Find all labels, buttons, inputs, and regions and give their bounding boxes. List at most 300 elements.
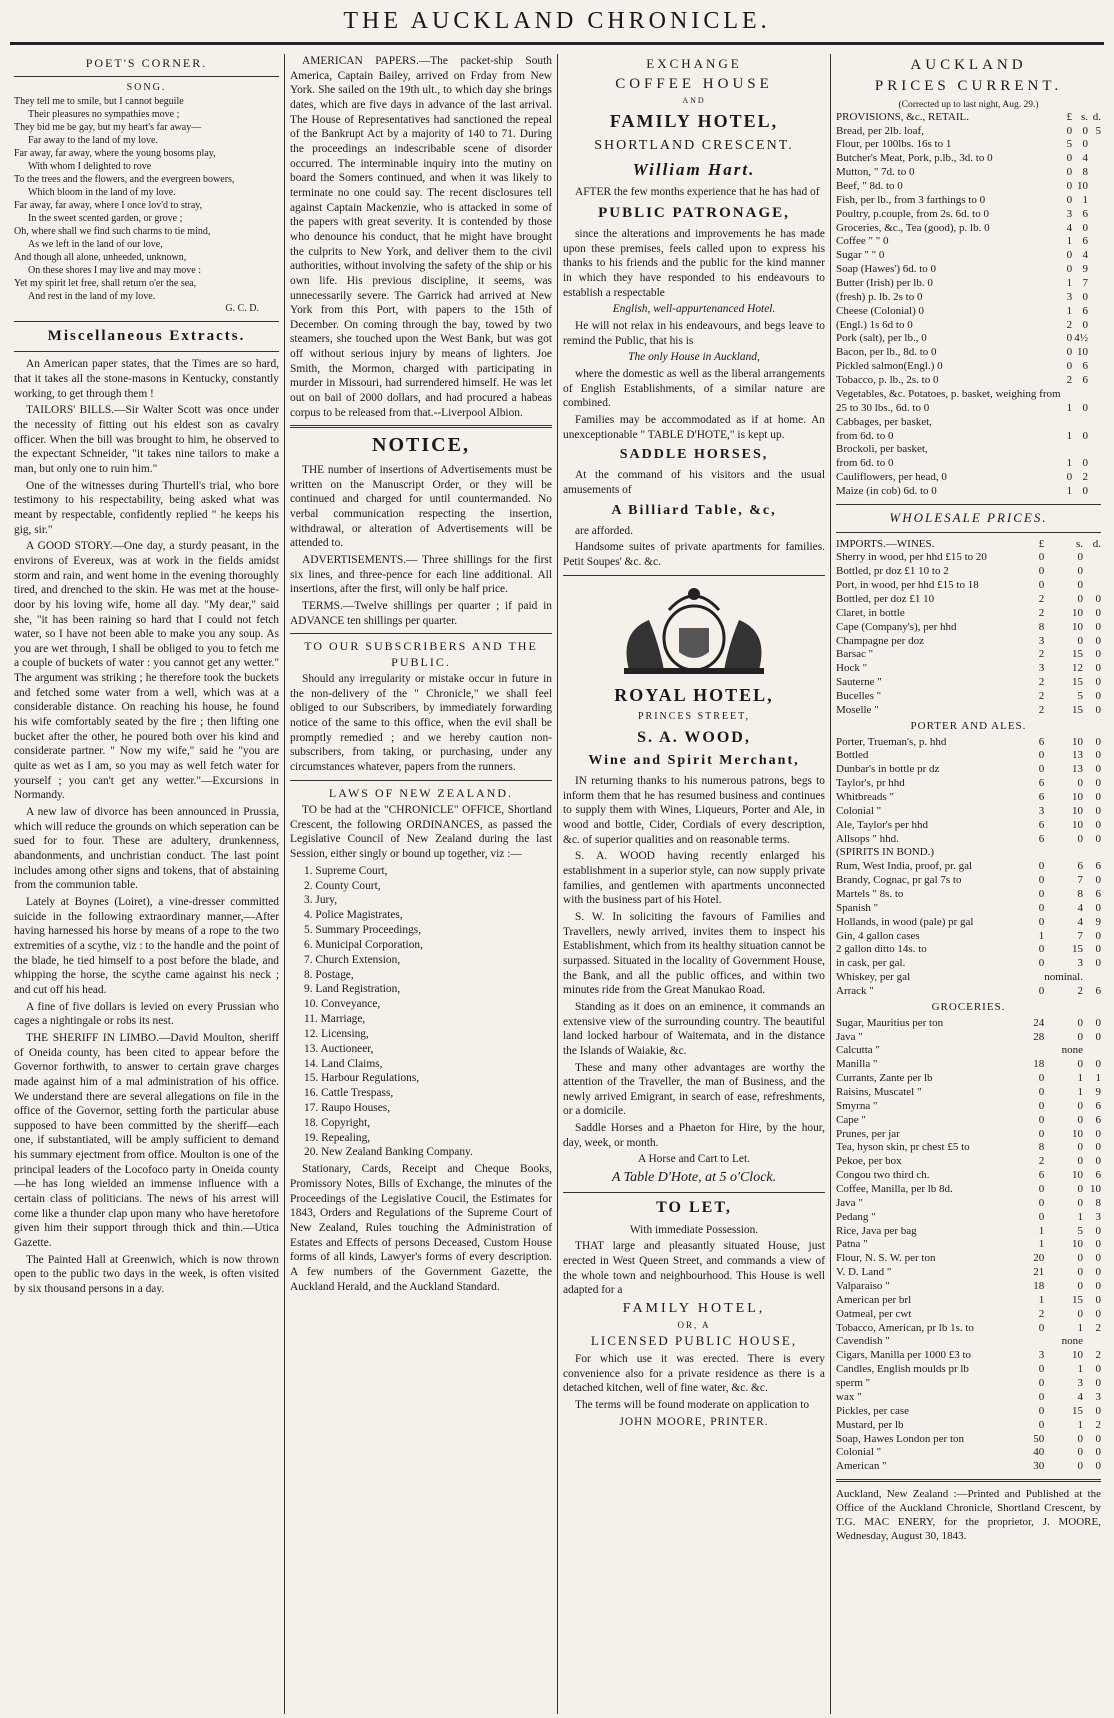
price-item: Bottled, pr doz £1 10 to 2 (836, 565, 949, 578)
price-value: 0 (1095, 1363, 1101, 1376)
price-value: 2 (1038, 606, 1045, 619)
price-value: 3 (1066, 290, 1073, 303)
price-value: 1 (1077, 1418, 1083, 1431)
price-value: 2 (1082, 471, 1088, 484)
price-value: 15 (1072, 703, 1083, 716)
patronage-heading: PUBLIC PATRONAGE, (598, 204, 790, 221)
column-divider (830, 54, 831, 1714)
price-value: 1 (1038, 1224, 1045, 1237)
price-row (836, 635, 1101, 649)
price-value: 7 (1077, 874, 1083, 887)
price-row (836, 1322, 1101, 1336)
price-value: 6 (1095, 1099, 1101, 1112)
column-poets-miscellany (14, 54, 279, 1714)
ad-paragraph: At the command of his visitors and the usual amusements of (563, 469, 825, 496)
price-value: 6 (1095, 1113, 1101, 1126)
price-value: 0 (1077, 1266, 1083, 1279)
price-item: V. D. Land " (836, 1266, 892, 1279)
price-value: 3 (1066, 207, 1073, 220)
price-item: from 6d. to 0 (836, 457, 894, 470)
price-item: Rice, Java per bag (836, 1224, 917, 1237)
price-item: Allsops " hhd. (836, 832, 899, 845)
price-row (836, 1266, 1101, 1280)
price-value: 6 (1038, 818, 1045, 831)
price-item: Cavendish " (836, 1335, 890, 1348)
price-value: 4 (1077, 901, 1083, 914)
price-value: 6 (1082, 374, 1088, 387)
price-row (836, 1031, 1101, 1045)
price-section-heading (836, 718, 1101, 736)
price-item: Bottled (836, 749, 869, 762)
divider (836, 532, 1101, 533)
price-value: 0 (1095, 662, 1101, 675)
price-value: 6 (1077, 860, 1083, 873)
price-item: Valparaiso " (836, 1280, 890, 1293)
price-value: 2 (1095, 1321, 1101, 1334)
price-value: 6 (1095, 887, 1101, 900)
price-item: Butter (Irish) per lb. 0 (836, 277, 933, 290)
price-value: 10 (1072, 620, 1083, 633)
list-item: 2. County Court, (304, 879, 381, 892)
wholesale-prices-table (836, 538, 1101, 1475)
price-value: 0 (1095, 735, 1101, 748)
price-value: 15 (1072, 676, 1083, 689)
divider (14, 351, 279, 352)
price-item: Cigars, Manilla per 1000 £3 to (836, 1349, 972, 1362)
price-value: 12 (1072, 662, 1083, 675)
price-item: Pickles, per case (836, 1404, 909, 1417)
price-value: 1 (1038, 929, 1045, 942)
price-item: Champagne per doz (836, 634, 924, 647)
price-row (836, 138, 1101, 152)
article-paragraph: The Painted Hall at Greenwich, which is now thrown open to the public two days in the week, is often visited by six thousand persons in a day. (14, 1253, 279, 1296)
price-value: 0 (1095, 1030, 1101, 1043)
price-value: 0 (1077, 1155, 1083, 1168)
divider (14, 321, 279, 322)
coffee-house-heading: COFFEE HOUSE (615, 75, 773, 92)
list-item: 8. Postage, (304, 968, 354, 981)
price-value: 0 (1038, 1363, 1045, 1376)
price-value: 30 (1033, 1460, 1045, 1473)
price-item: Hock " (836, 662, 868, 675)
price-row (836, 1211, 1101, 1225)
price-value: 0 (1077, 777, 1083, 790)
divider (290, 425, 552, 428)
price-value: 0 (1077, 1141, 1083, 1154)
price-value: 0 (1082, 124, 1088, 137)
divider (14, 76, 279, 77)
price-item: Vegetables, &c. Potatoes, p. basket, weighing from (836, 387, 1061, 400)
price-item: IMPORTS.—WINES. (836, 537, 935, 550)
price-value: 0 (1095, 804, 1101, 817)
price-value: 10 (1090, 1183, 1101, 1196)
price-header-row (836, 111, 1101, 125)
column-divider (284, 54, 285, 1714)
price-value: 1 (1082, 193, 1088, 206)
price-row (836, 1460, 1101, 1474)
price-row (836, 194, 1101, 208)
price-row (836, 1419, 1101, 1433)
price-row (836, 1252, 1101, 1266)
poem-line: They bid me be gay, but my heart's far away— (14, 122, 202, 134)
price-value: 6 (1038, 777, 1045, 790)
prices-title-line1: AUCKLAND (910, 57, 1027, 73)
price-value: 0 (1095, 777, 1101, 790)
price-value: 0 (1082, 138, 1088, 151)
price-value: 2 (1038, 689, 1045, 702)
price-value: 10 (1072, 1127, 1083, 1140)
price-value (1026, 971, 1044, 985)
price-value: 0 (1038, 749, 1045, 762)
price-value: 0 (1095, 1404, 1101, 1417)
article-paragraph: TAILORS' BILLS.—Sir Walter Scott was once under the necessity of fitting out his eldest son as cavalry officer. When the bill was brought to him, he observed to the expectant Schneider, "it takes nine tailors to make a man, but only one to ruin him." (14, 404, 279, 475)
price-row (836, 1169, 1101, 1183)
or-a-label: OR, A (677, 1319, 711, 1330)
price-row (836, 1017, 1101, 1031)
price-item: PROVISIONS, &c., RETAIL. (836, 110, 969, 123)
price-item: Colonial " (836, 1446, 882, 1459)
ad-paragraph: He will not relax in his endeavours, and begs leave to remind the Public, that his is (563, 320, 825, 347)
price-value: 21 (1033, 1266, 1045, 1279)
price-value: 2 (1095, 1418, 1101, 1431)
price-row (836, 235, 1101, 249)
price-row (836, 805, 1101, 819)
price-value: s. (1080, 110, 1088, 123)
ad-paragraph: S. A. WOOD having recently enlarged his establishment in a superior style, can now supply private families, and gentlemen with apartments unconnected with the business part of his Hotel. (563, 850, 825, 907)
price-row (836, 902, 1101, 916)
price-row (836, 180, 1101, 194)
ad-paragraph: For which use it was erected. There is every convenience also for a private residence as there is a detached kitchen, well of fine water, &c. &c. (563, 1353, 825, 1395)
price-item: Soap, Hawes London per ton (836, 1432, 965, 1445)
price-item: in cask, per gal. (836, 957, 906, 970)
price-value (1061, 443, 1073, 457)
price-row (836, 319, 1101, 333)
price-value: 0 (1077, 1016, 1083, 1029)
wholesale-heading: WHOLESALE PRICES. (889, 509, 1048, 525)
article-paragraph: Lately at Boynes (Loiret), a vine-dresser committed suicide in the following extraordinary manner,—After having harnessed his horse by means of a rope to the two extremities of a scythe, viz : to the handle and the point of the blade, he tied himself to a post before the blade, and whipping the horse, the scythe came against his neck ; and cut off his head. (14, 895, 279, 996)
price-value: 0 (1038, 551, 1045, 564)
saddle-horses-heading: SADDLE HORSES, (619, 447, 769, 463)
article-paragraph: A fine of five dollars is levied on every Prussian who cages a nightingale or robs its nest. (14, 1000, 279, 1028)
price-item: Rum, West India, proof, pr. gal (836, 860, 973, 873)
price-row (836, 846, 1101, 860)
price-row (836, 1128, 1101, 1142)
poem-line: And rest in the land of my love. (28, 291, 156, 303)
list-item: 16. Cattle Trespass, (304, 1087, 394, 1100)
price-value: 24 (1033, 1016, 1045, 1029)
price-value: 0 (1038, 1127, 1045, 1140)
price-row (836, 985, 1101, 999)
notice-paragraph: TERMS.—Twelve shillings per quarter ; if paid in ADVANCE ten shillings per quarter. (290, 600, 552, 627)
poem-line: And though all alone, unheeded, unknown, (14, 252, 187, 264)
poem-line: To the trees and the flowers, and the evergreen bowers, (14, 174, 235, 186)
price-value: 1 (1066, 484, 1073, 497)
price-value: 6 (1095, 860, 1101, 873)
price-value: 6 (1082, 235, 1088, 248)
price-value: none (1061, 1044, 1083, 1057)
price-value: 10 (1072, 818, 1083, 831)
ad-paragraph: Families may be accommodated as if at home. An unexceptionable " TABLE D'HOTE," is kept up. (563, 413, 825, 441)
prices-title-line2: PRICES CURRENT. (874, 78, 1063, 95)
price-item: 2 gallon ditto 14s. to (836, 943, 927, 956)
price-value: 1 (1077, 1210, 1083, 1223)
price-value: 0 (1038, 763, 1045, 776)
price-value: 4 (1077, 1390, 1083, 1403)
list-item: 15. Harbour Regulations, (304, 1072, 420, 1085)
masthead-title: THE AUCKLAND CHRONICLE. (343, 8, 771, 34)
poem-line: On these shores I may live and may move : (28, 265, 202, 277)
price-value: 0 (1038, 1210, 1045, 1223)
price-value: 0 (1038, 1086, 1045, 1099)
price-value: 0 (1066, 152, 1073, 165)
price-value: 0 (1095, 1377, 1101, 1390)
price-value: 3 (1038, 662, 1045, 675)
price-value: 0 (1095, 832, 1101, 845)
song-title: SONG. (126, 82, 167, 94)
price-item: Cheese (Colonial) 0 (836, 304, 924, 317)
price-value: 0 (1095, 818, 1101, 831)
price-section-heading (836, 999, 1101, 1017)
price-value: 13 (1072, 763, 1083, 776)
price-value: s. (1075, 537, 1083, 550)
price-item: Sauterne " (836, 676, 882, 689)
price-row (836, 763, 1101, 777)
price-value: 1 (1077, 1072, 1083, 1085)
price-value: 1 (1077, 1321, 1083, 1334)
price-value: 0 (1038, 565, 1045, 578)
price-value: 0 (1095, 676, 1101, 689)
price-value: nominal. (1044, 971, 1083, 984)
price-value: 0 (1095, 957, 1101, 970)
price-item: Pekoe, per box (836, 1155, 902, 1168)
price-item: Coffee, Manilla, per lb 8d. (836, 1183, 953, 1196)
price-row (836, 1391, 1101, 1405)
price-value: 10 (1076, 180, 1088, 193)
price-row (836, 860, 1101, 874)
price-value (1072, 388, 1088, 402)
stationery-paragraph: Stationary, Cards, Receipt and Cheque Books, Promissory Notes, Bills of Exchange, the minutes of the Proceedings of the Legislative Coucil, the Estimates for 1843, Orders and Regulations of the Supreme Court of New Zealand, Rules touching the Administration of Estates and Effects of persons Deceased, Custom House forms of all kinds, Lawyer's forms of every description. A few numbers of the Government Gazette, the Auckland Herald, and the Auckland Standard. (290, 1163, 552, 1293)
column-advertisements (563, 54, 825, 1714)
price-item: Taylor's, pr hhd (836, 777, 905, 790)
price-item: Cauliflowers, per head, 0 (836, 471, 947, 484)
price-value: 7 (1082, 277, 1088, 290)
price-value: £ (1066, 110, 1073, 123)
price-value: 0 (1095, 763, 1101, 776)
price-item: Arrack " (836, 985, 874, 997)
price-value: 2 (1038, 703, 1045, 716)
price-row (836, 457, 1101, 471)
price-row (836, 1446, 1101, 1460)
price-value: 2 (1038, 1307, 1045, 1320)
price-value (1072, 416, 1088, 430)
price-row (836, 346, 1101, 360)
price-value: 0 (1077, 1030, 1083, 1043)
price-value: 0 (1095, 1293, 1101, 1306)
price-value: d. (1092, 110, 1101, 123)
price-value: 10 (1072, 735, 1083, 748)
price-value: 1 (1095, 1072, 1101, 1085)
price-row (836, 360, 1101, 374)
price-item: wax " (836, 1390, 862, 1403)
price-value: 6 (1095, 985, 1101, 997)
price-row (836, 1405, 1101, 1419)
list-item: 1. Supreme Court, (304, 864, 388, 877)
price-value: 0 (1095, 1266, 1101, 1279)
price-row (836, 1349, 1101, 1363)
price-item: from 6d. to 0 (836, 429, 894, 442)
price-row (836, 704, 1101, 718)
price-item: Tobacco, p. lb., 2s. to 0 (836, 374, 939, 387)
price-value: 6 (1095, 1169, 1101, 1182)
poets-corner-heading: POET'S CORNER. (85, 56, 208, 70)
price-row (836, 971, 1101, 985)
price-row (836, 222, 1101, 236)
price-value: 0 (1095, 901, 1101, 914)
price-value: 15 (1072, 1293, 1083, 1306)
ad-paragraph: Saddle Horses and a Phaeton for Hire, by the hour, day, week, or month. (563, 1122, 825, 1149)
price-value: 4 (1082, 249, 1088, 262)
price-value: 4 (1066, 221, 1073, 234)
price-value: 0 (1038, 985, 1045, 997)
price-value: 10 (1072, 1169, 1083, 1182)
price-value: 0 (1095, 1141, 1101, 1154)
price-value: 0 (1095, 606, 1101, 619)
price-value: 10 (1072, 1349, 1083, 1362)
price-item: Mutton, " 7d. to 0 (836, 166, 915, 179)
price-row (836, 1294, 1101, 1308)
price-value: 0 (1077, 565, 1083, 578)
price-value: 2 (1038, 676, 1045, 689)
price-item: Butcher's Meat, Pork, p.lb., 3d. to 0 (836, 152, 993, 165)
divider (290, 633, 552, 634)
price-value: 1 (1066, 277, 1073, 290)
price-value: 3 (1077, 1377, 1083, 1390)
price-value (1026, 1335, 1044, 1349)
price-value: 0 (1095, 1446, 1101, 1459)
price-row (836, 565, 1101, 579)
price-value: none (1061, 1335, 1083, 1348)
price-value: 0 (1095, 689, 1101, 702)
price-value: 0 (1095, 703, 1101, 716)
ad-paragraph: Standing as it does on an eminence, it commands an extensive view of the surrounding country. The beautiful land locked harbour of Waitemata, and in the distance the Islands of Waiakie, &c. (563, 1000, 825, 1057)
price-value: 1 (1038, 1238, 1045, 1251)
imprint-paragraph: Auckland, New Zealand :—Printed and Published at the Office of the Auckland Chronicle, Shortland Crescent, by T.G. MAC ENERY, for the proprietor, J. MOORE, Wednesday, August 30, 1843. (836, 1488, 1101, 1543)
poem-line: Far away, far away, where I once lov'd to stray, (14, 200, 203, 212)
price-value: 0 (1038, 1404, 1045, 1417)
ad-paragraph: Handsome suites of private apartments for families. Petit Soupes' &c. &c. (563, 541, 825, 568)
price-item: Bottled, per doz £1 10 (836, 592, 935, 605)
price-row (836, 930, 1101, 944)
divider (563, 1192, 825, 1193)
price-row (836, 374, 1101, 388)
price-row (836, 1044, 1101, 1058)
price-value: 0 (1095, 648, 1101, 661)
price-value: 1 (1066, 304, 1073, 317)
price-value: 0 (1066, 249, 1073, 262)
price-value: 3 (1095, 1210, 1101, 1223)
printer-signature: JOHN MOORE, PRINTER. (619, 1415, 769, 1428)
price-item: Raisins, Muscatel " (836, 1086, 922, 1099)
price-row (836, 1100, 1101, 1114)
price-item: Beef, " 8d. to 0 (836, 180, 903, 193)
price-value: 8 (1038, 620, 1045, 633)
ad-paragraph: since the alterations and improvements he has made upon these premises, feels called upon to express his thanks to his friends and the public for the kind manner in which they have responded to his endeavours to establish a respectable (563, 228, 825, 299)
price-value: 8 (1077, 887, 1083, 900)
price-value: 1 (1066, 401, 1073, 414)
price-row (836, 648, 1101, 662)
price-value: 4½ (1074, 332, 1088, 345)
price-item: Cabbages, per basket, (836, 415, 932, 428)
price-value: 0 (1066, 471, 1073, 484)
shortland-crescent-heading: SHORTLAND CRESCENT. (594, 138, 794, 154)
price-value: 10 (1072, 606, 1083, 619)
laws-paragraph: TO be had at the "CHRONICLE" OFFICE, Shortland Crescent, the following ORDINANCES, as passed the Legislative Council of New Zealand during the last Session, either singly or bound up together, viz :— (290, 804, 552, 861)
price-value: 0 (1066, 332, 1073, 345)
price-value: 0 (1077, 1432, 1083, 1445)
price-value: 0 (1038, 901, 1045, 914)
price-value: 0 (1038, 1377, 1045, 1390)
exchange-heading: EXCHANGE (646, 56, 742, 71)
price-item: Whitbreads " (836, 790, 894, 803)
ad-line: A Horse and Cart to Let. (638, 1153, 750, 1166)
price-value: 5 (1077, 1224, 1083, 1237)
price-row (836, 1072, 1101, 1086)
price-value: 0 (1038, 1321, 1045, 1334)
price-value: 1 (1066, 235, 1073, 248)
price-value: 18 (1033, 1280, 1045, 1293)
divider (290, 780, 552, 781)
ad-paragraph: AFTER the few months experience that he has had of (575, 186, 820, 199)
article-paragraph: A GOOD STORY.—One day, a sturdy peasant, in the environs of Evereux, was at work in the fields amidst storm and rain, and went home in the evening thoroughly tired, and drenched to the skin. He was met at the house-door by his loving wife, home all day. "My dear," said she, "it has been raining so hard that I could not fetch water, so I have not been able to make you any soup. As you are wet through, I shall be obliged to you to fetch me a couple of buckets of water : you cannot get any wetter." The argument was striking ; he therefore took the buckets and fetched some water from a well, which was at a considerable distance. On reaching his house, he found his wife comfortably seated by the fire ; then lifting one bucket after the other, he poured both over his kind and considerate partner. " Now my wife," said he "you are quite as wet as I am, so you may as well fetch water for yourself ; you can't get any wetter."—Excursions in Normandy. (14, 540, 279, 802)
price-item: Flour, N. S. W. per ton (836, 1252, 936, 1265)
price-item: Mustard, per lb (836, 1418, 904, 1431)
price-value: 0 (1095, 1460, 1101, 1473)
column-divider (557, 54, 558, 1714)
price-item: Pickled salmon(Engl.) 0 (836, 360, 943, 373)
poem-line: With whom I delighted to rove (28, 161, 152, 173)
miscellaneous-heading: Miscellaneous Extracts. (47, 328, 246, 345)
list-item: 17. Raupo Houses, (304, 1102, 391, 1114)
ad-emphasis: English, well-appurtenanced Hotel. (612, 303, 776, 316)
notice-paragraph: THE number of insertions of Advertisements must be written on the Manuscript Order, or they will be continued and charged for until countermanded. No verbal communication respecting the insertion, withdrawal, or alteration of Advertisements will be attended to. (290, 464, 552, 550)
price-row (836, 690, 1101, 704)
price-value: 6 (1082, 207, 1088, 220)
price-item: Cape " (836, 1113, 866, 1126)
price-row (836, 1433, 1101, 1447)
price-item: Patna " (836, 1238, 868, 1251)
price-item: Flour, per 100lbs. 16s to 1 (836, 138, 952, 151)
proprietor-name: William Hart. (632, 160, 756, 180)
price-value: 6 (1038, 1169, 1045, 1182)
price-value: 0 (1095, 1016, 1101, 1029)
ad-emphasis: The only House in Auckland, (628, 351, 760, 364)
price-row (836, 749, 1101, 763)
laws-heading: LAWS OF NEW ZEALAND. (328, 785, 514, 800)
price-item: Hollands, in wood (pale) pr gal (836, 915, 974, 928)
price-value: 0 (1077, 1113, 1083, 1126)
price-item: Pedang " (836, 1210, 876, 1223)
to-let-heading: TO LET, (656, 1199, 732, 1217)
price-value: 5 (1095, 124, 1101, 137)
ad-line: With immediate Possession. (629, 1223, 759, 1236)
price-item: Ale, Taylor's per hhd (836, 818, 929, 831)
price-value: 0 (1077, 592, 1083, 605)
price-row (836, 676, 1101, 690)
price-item: Smyrna " (836, 1099, 878, 1112)
price-value (1072, 443, 1088, 457)
price-value: 0 (1095, 592, 1101, 605)
price-value: 0 (1095, 1058, 1101, 1071)
